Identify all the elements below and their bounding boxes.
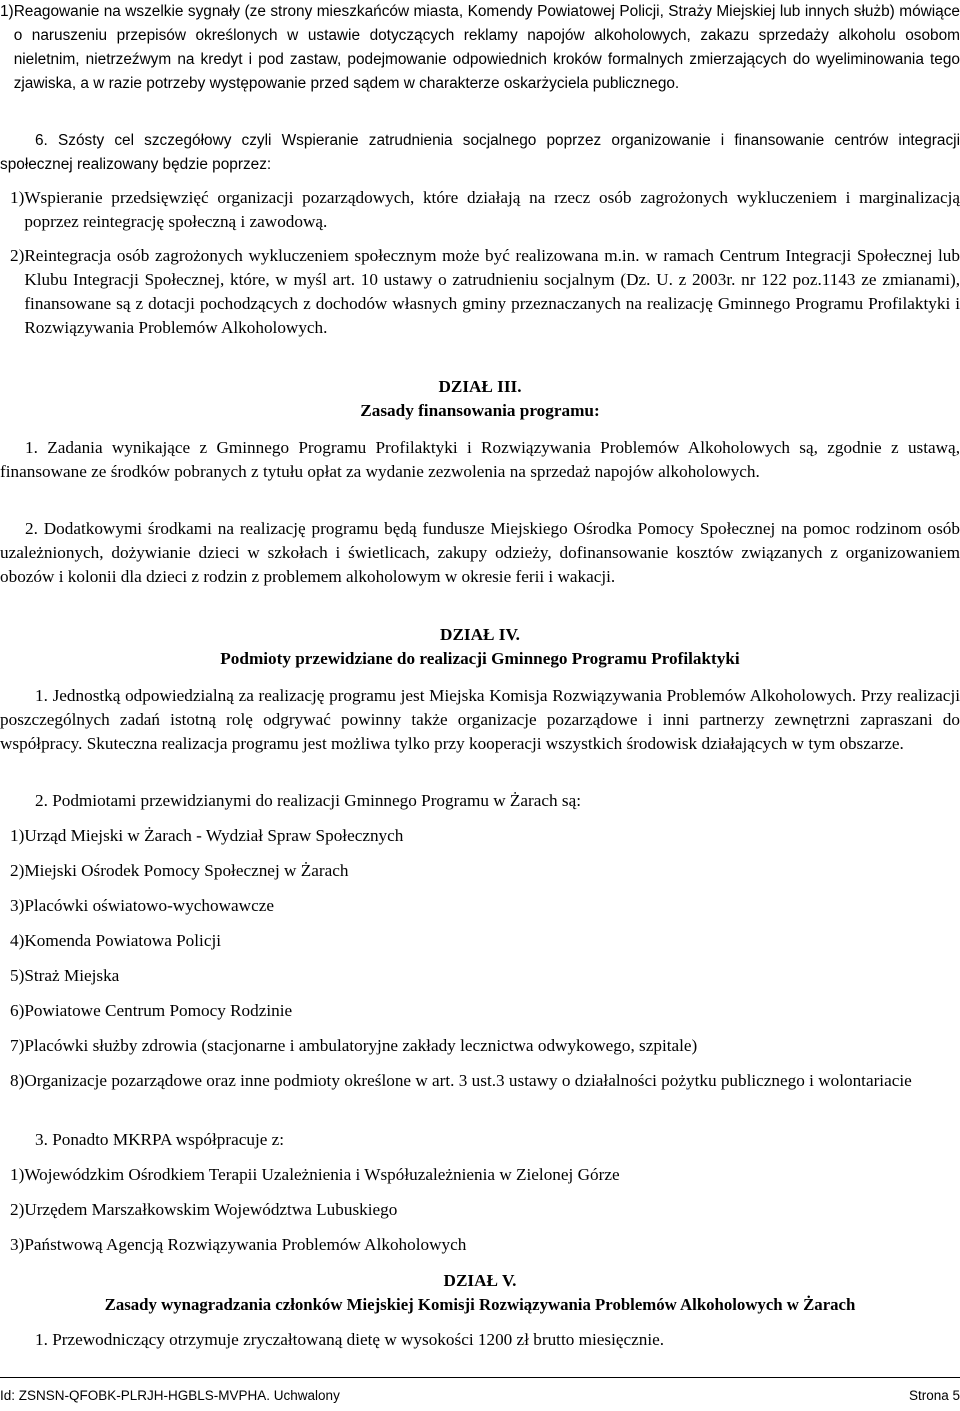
list-item-number: 2) [10,861,25,880]
list-item-text: Straż Miejska [24,966,120,985]
paragraph: 1. Przewodniczący otrzymuje zryczałtowaną dietę w wysokości 1200 zł brutto miesięcznie. [35,1330,665,1349]
list-item [10,964,960,988]
list-item [10,1163,960,1187]
list-item [10,1069,960,1093]
document-id: Id: ZSNSN-QFOBK-PLRJH-HGBLS-MVPHA. Uchwalony [0,1388,340,1403]
list-item-number: 2) [10,246,25,265]
section-subheading: Podmioty przewidziane do realizacji Gminnego Programu Profilaktyki [220,649,740,668]
list-item-text: Komenda Powiatowa Policji [24,931,222,950]
list-item-text: Urząd Miejski w Żarach - Wydział Spraw Społecznych [24,826,404,845]
list-item [10,244,960,340]
list-item-text: Organizacje pozarządowe oraz inne podmioty określone w art. 3 ust.3 ustawy o działalności pożytku publicznego i wolontariacie [24,1071,912,1090]
section-subheading: Zasady finansowania programu: [360,401,600,420]
footer-divider [0,1377,960,1378]
list-item-number: 4) [10,931,25,950]
list-item-number: 3) [10,896,25,915]
list-item-text: Placówki oświatowo-wychowawcze [24,896,274,915]
list-item-number: 8) [10,1071,25,1090]
paragraph-goal-6: 6. Szósty cel szczegółowy czyli Wspieranie zatrudnienia socjalnego poprzez organizowanie i finansowanie centrów integracji społecznej realizowany będzie poprzez: [0,132,960,173]
paragraph: 1. Jednostką odpowiedzialną za realizację programu jest Miejska Komisja Rozwiązywania Problemów Alkoholowych. Przy realizacji poszczególnych zadań istotną rolę odgrywać powinny także organizacje pozarządowe i inni partnerzy zewnętrzni zapraszani do współpracy. Skuteczna realizacja programu jest możliwa tylko przy kooperacji wszystkich środowisk działających w tym obszarze. [0,686,960,753]
list-item-text: Państwową Agencją Rozwiązywania Problemów Alkoholowych [24,1235,467,1254]
paragraph: 2. Dodatkowymi środkami na realizację programu będą fundusze Miejskiego Ośrodka Pomocy Społecznej na pomoc rodzinom osób uzależnionych, dożywianie dzieci w szkołach i świetlicach, zakupy odzieży, dofinansowanie kosztów związanych z organizowaniem obozów i kolonii dla dzieci z rodzin z problemem alkoholowym w okresie ferii i wakacji. [0,519,960,586]
section-heading: DZIAŁ V. [443,1271,517,1290]
list-item-text: Wojewódzkim Ośrodkiem Terapii Uzależnienia i Współuzależnienia w Zielonej Górze [24,1165,620,1184]
list-item-text: Miejski Ośrodek Pomocy Społecznej w Żarach [24,861,349,880]
section-subheading: Zasady wynagradzania członków Miejskiej Komisji Rozwiązywania Problemów Alkoholowych w Żarach [104,1295,856,1314]
list-item [10,894,960,918]
list-item [10,1233,960,1257]
list-item-number: 1) [10,1165,25,1184]
section-heading: DZIAŁ III. [438,377,522,396]
list-item-text: Powiatowe Centrum Pomocy Rodzinie [24,1001,293,1020]
paragraph: 2. Podmiotami przewidzianymi do realizacji Gminnego Programu w Żarach są: [35,791,582,810]
list-item-text: Wspieranie przedsięwzięć organizacji pozarządowych, które działają na rzecz osób zagrożonych wykluczeniem i marginalizacją poprzez reintegrację społeczną i zawodową. [24,188,960,231]
list-item-number: 1) [0,3,14,20]
list-item [0,0,960,96]
list-item-text: Reintegracja osób zagrożonych wykluczeniem społecznym może być realizowana m.in. w ramach Centrum Integracji Społecznej lub Klubu Integracji Społecznej, które, w myśl art. 10 ustawy o zatrudnieniu socjalnym (Dz. U. z 2003r. nr 122 poz.1143 ze zmianami), finansowane są z dotacji pochodzących z dochodów własnych gminy przeznaczanych na realizację Gminnego Programu Profilaktyki i Rozwiązywania Problemów Alkoholowych. [24,246,960,337]
list-item [10,859,960,883]
list-item-text: Placówki służby zdrowia (stacjonarne i ambulatoryjne zakłady lecznictwa odwykowego, szpitale) [24,1036,698,1055]
section-heading: DZIAŁ IV. [440,625,520,644]
page-number: Strona 5 [908,1388,960,1403]
list-item [10,1198,960,1222]
paragraph: 1. Zadania wynikające z Gminnego Programu Profilaktyki i Rozwiązywania Problemów Alkoholowych są, zgodnie z ustawą, finansowane ze środków pobranych z tytułu opłat za wydanie zezwolenia na sprzedaż napojów alkoholowych. [0,438,960,481]
paragraph: 3. Ponadto MKRPA współpracuje z: [35,1130,285,1149]
list-item-number: 2) [10,1200,25,1219]
list-item [10,1034,960,1058]
list-item-number: 6) [10,1001,25,1020]
list-item-number: 1) [10,188,25,207]
list-item [10,929,960,953]
list-item-number: 3) [10,1235,25,1254]
list-item [10,999,960,1023]
list-item-text: Urzędem Marszałkowskim Województwa Lubuskiego [24,1200,398,1219]
list-item-number: 5) [10,966,25,985]
list-item-number: 7) [10,1036,25,1055]
list-item [10,186,960,234]
list-item-number: 1) [10,826,25,845]
list-item [10,824,960,848]
list-item-text: Reagowanie na wszelkie sygnały (ze strony mieszkańców miasta, Komendy Powiatowej Policji, Straży Miejskiej lub innych służb) mówiące o naruszeniu przepisów określonych w ustawie dotyczących reklamy napojów alkoholowych, zakazu sprzedaży alkoholu osobom nieletnim, nietrzeźwym na kredyt i pod zastaw, podejmowanie odpowiednich kroków formalnych zmierzających do wyeliminowania tego zjawiska, a w razie potrzeby występowanie przed sądem w charakterze oskarżyciela publicznego. [13,3,960,92]
